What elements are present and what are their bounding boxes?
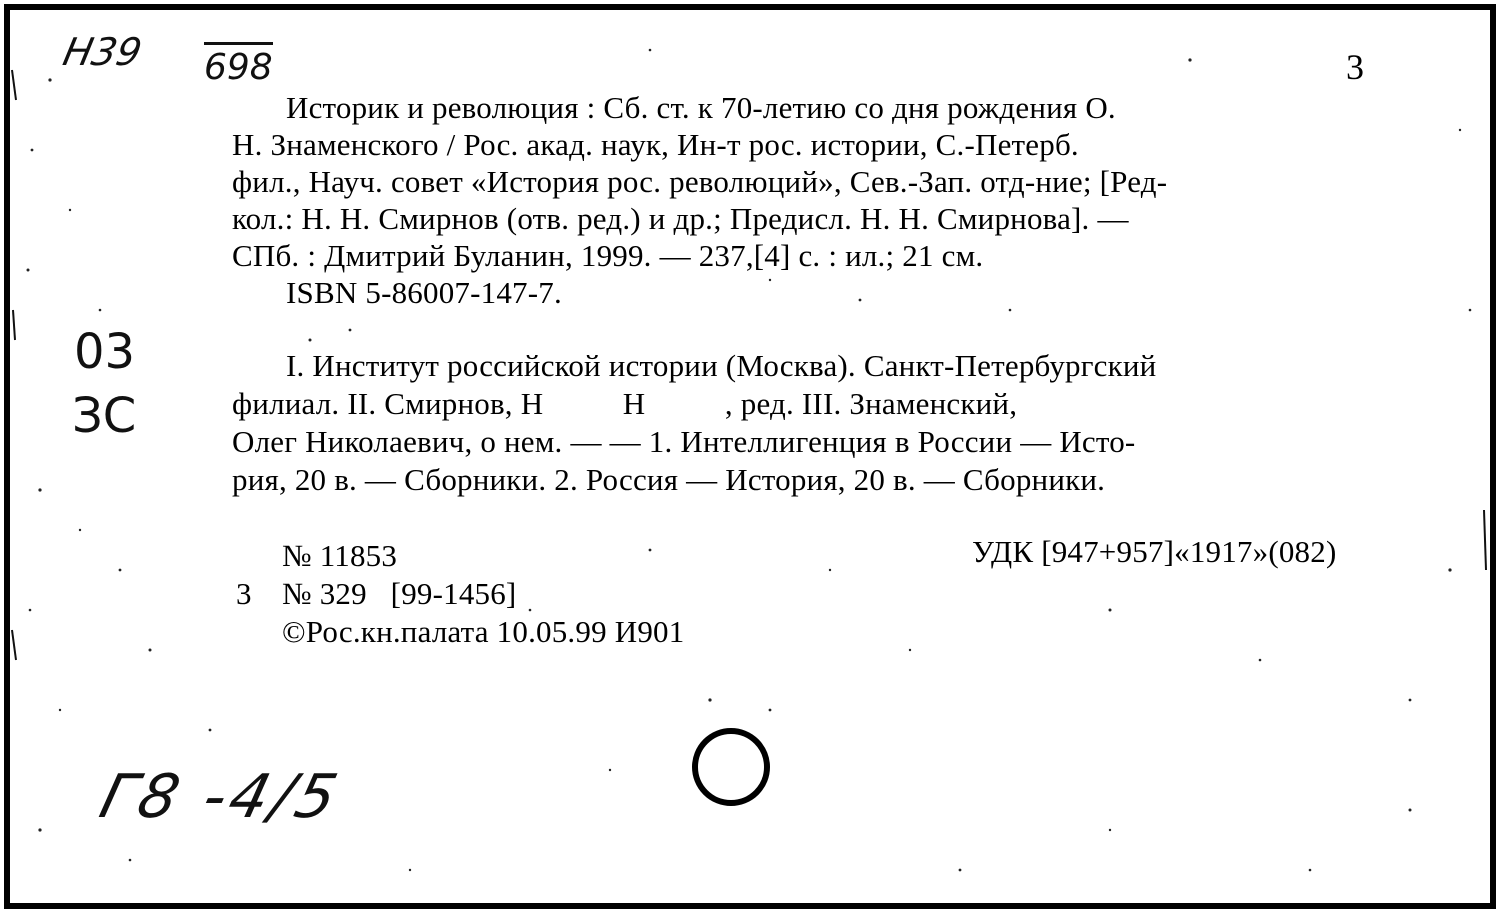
card-count: 3 [236,576,252,611]
description-line: Историк и революция : Сб. ст. к 70-летию со дня рождения О. [286,90,1116,125]
description-line: кол.: Н. Н. Смирнов (отв. ред.) и др.; Предисл. Н. Н. Смирнова]. — [232,201,1129,236]
copyright-line: ©Рос.кн.палата 10.05.99 И901 [282,614,685,649]
isbn: ISBN 5-86007-147-7. [286,275,562,310]
card-sequence-number: 3 [1346,47,1365,87]
udc-code: УДК [947+957]«1917»(082) [972,534,1337,569]
subject-line: филиал. II. Смирнов, Н Н , ред. III. Знаменский, [232,386,1018,421]
punch-hole [692,728,770,806]
handwritten-bottom-code: Г8 -4/5 [93,762,348,832]
subject-line: I. Институт российской истории (Москва). Санкт-Петербургский [286,348,1157,383]
handwritten-margin-code-2: ЗС [72,388,137,444]
record-number: № 11853 [282,538,398,573]
handwritten-margin-code-1: 03 [74,324,136,380]
catalog-card [4,4,1496,909]
description-line: СПб. : Дмитрий Буланин, 1999. — 237,[4] с. : ил.; 21 см. [232,238,984,273]
registration-number: № 329 [99-1456] [282,576,517,611]
handwritten-code-top: Н39 [59,30,146,74]
description-line: Н. Знаменского / Рос. акад. наук, Ин-т рос. истории, С.-Петерб. [232,127,1079,162]
subject-line: рия, 20 в. — Сборники. 2. Россия — История, 20 в. — Сборники. [232,462,1106,497]
handwritten-number-top: 698 [204,42,273,88]
subject-line: Олег Николаевич, о нем. — — 1. Интеллигенция в России — Исто- [232,424,1136,459]
description-line: фил., Науч. совет «История рос. революций», Сев.-Зап. отд-ние; [Ред- [232,164,1168,199]
